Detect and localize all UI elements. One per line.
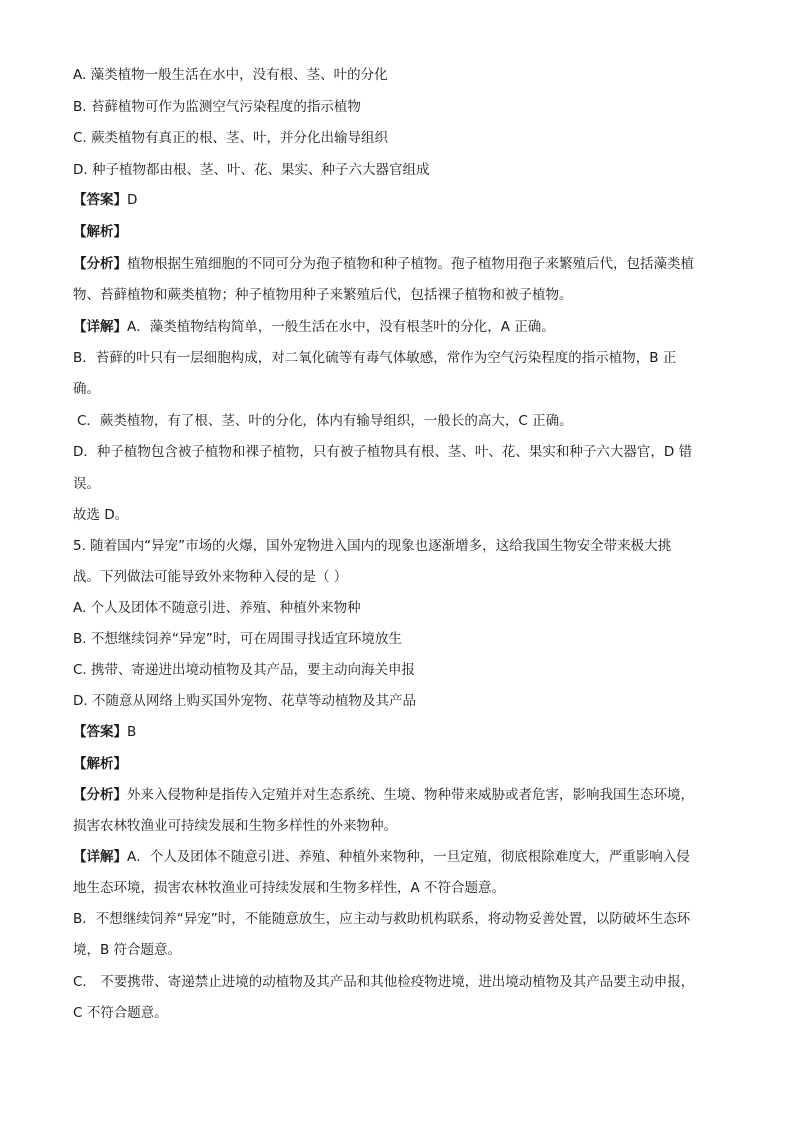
- q4-xiangjie-line-3: 确。: [73, 381, 100, 397]
- q5-xiangjie-line-2: 地生态环境，损害农林牧渔业可持续发展和生物多样性，A 不符合题意。: [73, 880, 506, 896]
- q5-answer: [73, 723, 136, 741]
- q5-xiangjie-line-3: B．不想继续饲养“异宠”时，不能随意放生，应主动与救助机构联系，将动物妥善处置，以防破坏生态环: [73, 911, 691, 927]
- q5-fenxi-line-2: 损害农林牧渔业可持续发展和生物多样性的外来物种。: [73, 818, 397, 834]
- q4-answer-label: 【答案】: [73, 192, 127, 208]
- q5-answer-label: 【答案】: [73, 724, 127, 740]
- q5-option-c: C. 携带、寄递进出境动植物及其产品，要主动向海关申报: [73, 662, 416, 678]
- q5-fenxi-label: 【分析】: [73, 787, 127, 803]
- q4-analysis-label: 【解析】: [73, 224, 127, 240]
- q5-stem-line-1: 5. 随着国内“异宠”市场的火爆，国外宠物进入国内的现象也逐渐增多，这给我国生物安全带来极大挑: [73, 538, 672, 554]
- q5-xiangjie-label: 【详解】: [73, 849, 127, 865]
- q5-analysis-heading: [73, 755, 127, 773]
- q4-option-a: A. 藻类植物一般生活在水中，没有根、茎、叶的分化: [73, 67, 388, 83]
- q5-xiangjie-line-1: [73, 848, 690, 866]
- q4-answer-value: D: [127, 192, 138, 208]
- q4-analysis-heading: [73, 223, 127, 241]
- q4-xiangjie-line-2: B．苔藓的叶只有一层细胞构成，对二氧化硫等有毒气体敏感，常作为空气污染程度的指示植物，B 正: [73, 350, 677, 366]
- q5-xiangjie-text-1: A．个人及团体不随意引进、养殖、种植外来物种，一旦定殖，彻底根除难度大，严重影响入侵: [127, 849, 690, 865]
- q4-fenxi-text-1: 植物根据生殖细胞的不同可分为孢子植物和种子植物。孢子植物用孢子来繁殖后代，包括藻类植: [127, 256, 694, 272]
- q4-fenxi-line-2: 物、苔藓植物和蕨类植物；种子植物用种子来繁殖后代，包括裸子植物和被子植物。: [73, 287, 573, 303]
- q5-option-b: B. 不想继续饲养“异宠”时，可在周围寻找适宜环境放生: [73, 631, 402, 647]
- q5-answer-value: B: [127, 724, 137, 740]
- q4-option-b: B. 苔藓植物可作为监测空气污染程度的指示植物: [73, 99, 361, 115]
- q4-xiangjie-line-5: D．种子植物包含被子植物和裸子植物，只有被子植物具有根、茎、叶、花、果实和种子六大器官，D 错: [73, 444, 693, 460]
- q4-xiangjie-line-7: 故选 D。: [73, 507, 129, 523]
- q5-fenxi-line-1: [73, 786, 694, 804]
- q4-xiangjie-line-1: [73, 318, 555, 336]
- q5-xiangjie-line-4: 境，B 符合题意。: [73, 942, 182, 958]
- q4-xiangjie-line-4: C．蕨类植物，有了根、茎、叶的分化，体内有输导组织，一般长的高大，C 正确。: [77, 413, 573, 429]
- q4-xiangjie-label: 【详解】: [73, 319, 127, 335]
- q5-stem-line-2: 战。下列做法可能导致外来物种入侵的是（ ）: [73, 569, 348, 585]
- q4-xiangjie-text-1: A．藻类植物结构简单，一般生活在水中，没有根茎叶的分化，A 正确。: [127, 319, 555, 335]
- q5-analysis-label: 【解析】: [73, 756, 127, 772]
- q4-answer: [73, 191, 137, 209]
- q5-xiangjie-line-6: C 不符合题意。: [73, 1005, 168, 1021]
- q4-fenxi-label: 【分析】: [73, 256, 127, 272]
- q5-option-a: A. 个人及团体不随意引进、养殖、种植外来物种: [73, 600, 361, 616]
- q5-option-d: D. 不随意从网络上购买国外宠物、花草等动植物及其产品: [73, 693, 416, 709]
- q4-fenxi-line-1: [73, 255, 694, 273]
- q5-xiangjie-line-5: C． 不要携带、寄递禁止进境的动植物及其产品和其他检疫物进境，进出境动植物及其产品要主动申报，: [73, 974, 695, 990]
- q4-option-c: C. 蕨类植物有真正的根、茎、叶，并分化出输导组织: [73, 130, 389, 146]
- q4-option-d: D. 种子植物都由根、茎、叶、花、果实、种子六大器官组成: [73, 162, 430, 178]
- q5-fenxi-text-1: 外来入侵物种是指传入定殖并对生态系统、生境、物种带来威胁或者危害，影响我国生态环境，: [127, 787, 694, 803]
- q4-xiangjie-line-6: 误。: [73, 476, 100, 492]
